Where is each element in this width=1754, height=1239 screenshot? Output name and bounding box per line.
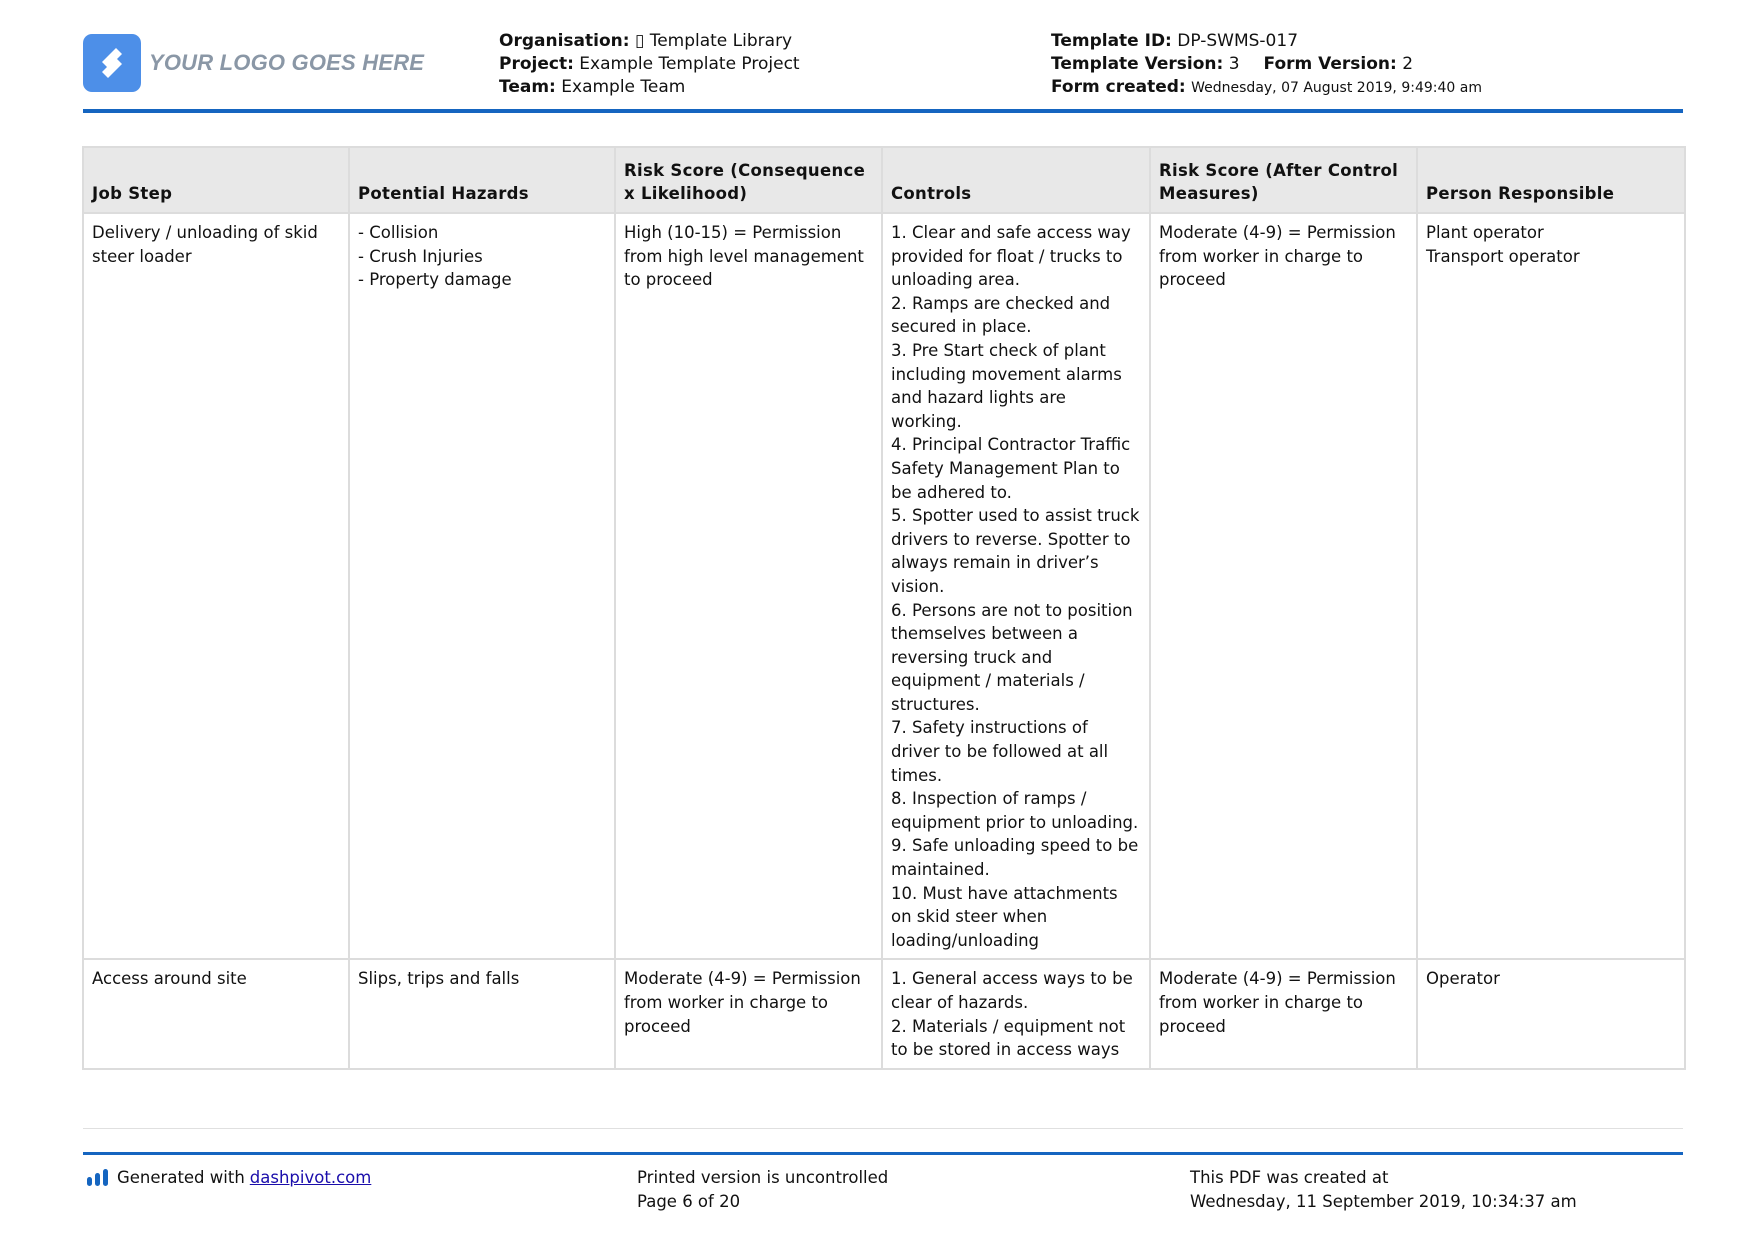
organisation-line — [499, 30, 800, 53]
column-header-controls: Controls — [882, 147, 1150, 213]
footer-separator — [83, 1128, 1683, 1129]
version-line — [1051, 53, 1482, 76]
job-step-cell: Delivery / unloading of skid steer loader — [83, 213, 349, 959]
column-header-risk-score: Risk Score (Consequence x Likelihood) — [615, 147, 882, 213]
page-header — [83, 30, 1683, 110]
logo-mark-icon — [83, 34, 141, 92]
risk-score-cell: Moderate (4-9) = Permission from worker in charge to proceed — [615, 959, 882, 1068]
generated-prefix: Generated with — [117, 1168, 245, 1187]
project-line — [499, 53, 800, 76]
printed-notice: Printed version is uncontrolled — [637, 1168, 889, 1187]
header-meta-organisation — [499, 30, 800, 99]
project-value: Example Template Project — [579, 54, 800, 74]
form-created-line — [1051, 76, 1482, 100]
footer-pdf-created — [1190, 1166, 1577, 1214]
swms-steps-table — [82, 146, 1686, 1070]
form-created-label: Form created: — [1051, 77, 1186, 97]
table-header-row — [83, 147, 1685, 213]
potential-hazards-cell: - Collision - Crush Injuries - Property damage — [349, 213, 615, 959]
person-responsible-cell: Operator — [1417, 959, 1685, 1068]
team-label: Team: — [499, 77, 556, 97]
column-header-potential-hazards: Potential Hazards — [349, 147, 615, 213]
template-version-label: Template Version: — [1051, 54, 1224, 74]
risk-score-after-cell: Moderate (4-9) = Permission from worker in charge to proceed — [1150, 959, 1417, 1068]
column-header-person-responsible: Person Responsible — [1417, 147, 1685, 213]
template-id-label: Template ID: — [1051, 31, 1172, 51]
header-divider — [83, 109, 1683, 113]
form-version-value: 2 — [1402, 54, 1414, 74]
risk-score-after-cell: Moderate (4-9) = Permission from worker in charge to proceed — [1150, 213, 1417, 959]
controls-cell: 1. Clear and safe access way provided for float / trucks to unloading area. 2. Ramps are checked and secured in place. 3. Pre Start check of plant including movement alarms and hazard lights are working. 4. Principal Contractor Traffic Safety Management Plan to be adhered to. 5. Spotter used to assist truck drivers to reverse. Spotter to always remain in driver’s vision. 6. Persons are not to position themselves between a reversing truck and equipment / materials / structures. 7. Safety instructions of driver to be followed at all times. 8. Inspection of ramps / equipment prior to unloading. 9. Safe unloading speed to be maintained. 10. Must have attachments on skid steer when loading/unloading — [882, 213, 1150, 959]
controls-cell: 1. General access ways to be clear of hazards. 2. Materials / equipment not to be stored in access ways — [882, 959, 1150, 1068]
project-label: Project: — [499, 54, 574, 74]
pdf-created-label: This PDF was created at — [1190, 1168, 1389, 1187]
person-responsible-cell: Plant operator Transport operator — [1417, 213, 1685, 959]
job-step-cell: Access around site — [83, 959, 349, 1068]
team-line — [499, 76, 800, 99]
form-version-label: Form Version: — [1263, 54, 1397, 74]
organisation-value: ▯ Template Library — [634, 31, 793, 51]
dashpivot-link[interactable]: dashpivot.com — [249, 1168, 372, 1187]
company-logo — [83, 34, 424, 92]
risk-score-cell: High (10-15) = Permission from high level management to proceed — [615, 213, 882, 959]
template-version-value: 3 — [1228, 54, 1240, 74]
template-id-line — [1051, 30, 1482, 53]
potential-hazards-cell: Slips, trips and falls — [349, 959, 615, 1068]
header-meta-template — [1051, 30, 1482, 100]
team-value: Example Team — [561, 77, 686, 97]
column-header-job-step: Job Step — [83, 147, 349, 213]
template-id-value: DP-SWMS-017 — [1177, 31, 1299, 51]
dashpivot-icon — [86, 1169, 110, 1187]
page-number: Page 6 of 20 — [637, 1192, 741, 1211]
table-row — [83, 213, 1685, 959]
table-row — [83, 959, 1685, 1068]
form-created-value: Wednesday, 07 August 2019, 9:49:40 am — [1191, 80, 1482, 96]
organisation-label: Organisation: — [499, 31, 630, 51]
pdf-created-value: Wednesday, 11 September 2019, 10:34:37 am — [1190, 1192, 1577, 1211]
logo-text: YOUR LOGO GOES HERE — [149, 50, 425, 75]
footer-divider — [83, 1152, 1683, 1155]
column-header-risk-score-after: Risk Score (After Control Measures) — [1150, 147, 1417, 213]
footer-generated — [86, 1166, 371, 1190]
footer-print-info — [637, 1166, 888, 1214]
